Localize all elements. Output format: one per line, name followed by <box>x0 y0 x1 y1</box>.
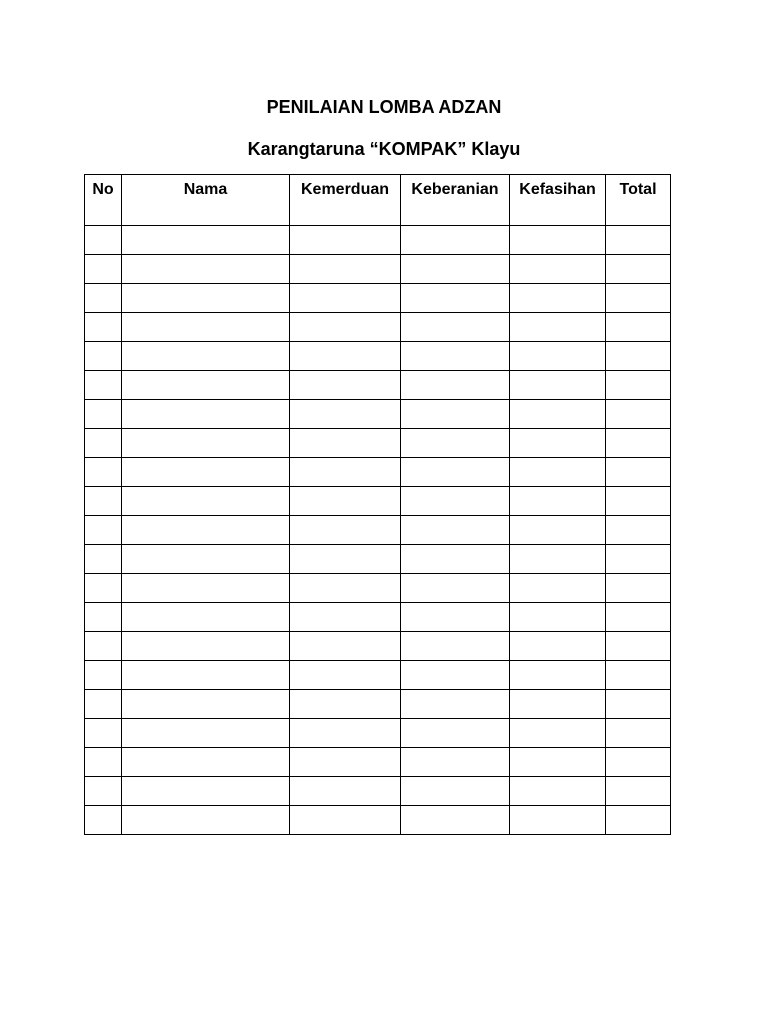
document-title: PENILAIAN LOMBA ADZAN <box>266 97 502 117</box>
cell-keberanian <box>401 603 510 632</box>
header-nama: Nama <box>122 175 290 226</box>
table-row <box>85 574 671 603</box>
table-row <box>85 342 671 371</box>
header-kefasihan: Kefasihan <box>510 175 606 226</box>
cell-no <box>85 777 122 806</box>
header-keberanian: Keberanian <box>401 175 510 226</box>
cell-nama <box>122 777 290 806</box>
table-row <box>85 400 671 429</box>
cell-total <box>606 400 671 429</box>
cell-kefasihan <box>510 226 606 255</box>
cell-kefasihan <box>510 371 606 400</box>
cell-kemerduan <box>290 661 401 690</box>
cell-keberanian <box>401 574 510 603</box>
cell-no <box>85 342 122 371</box>
cell-kemerduan <box>290 284 401 313</box>
cell-kefasihan <box>510 400 606 429</box>
cell-keberanian <box>401 661 510 690</box>
cell-kemerduan <box>290 719 401 748</box>
cell-kemerduan <box>290 429 401 458</box>
cell-kemerduan <box>290 545 401 574</box>
cell-no <box>85 458 122 487</box>
cell-total <box>606 661 671 690</box>
cell-kemerduan <box>290 371 401 400</box>
cell-keberanian <box>401 690 510 719</box>
cell-total <box>606 255 671 284</box>
table-row <box>85 603 671 632</box>
table-row <box>85 719 671 748</box>
cell-kefasihan <box>510 690 606 719</box>
cell-kefasihan <box>510 719 606 748</box>
cell-kefasihan <box>510 545 606 574</box>
cell-no <box>85 719 122 748</box>
score-table <box>84 174 671 835</box>
cell-total <box>606 284 671 313</box>
cell-no <box>85 661 122 690</box>
cell-total <box>606 574 671 603</box>
cell-kefasihan <box>510 574 606 603</box>
cell-nama <box>122 400 290 429</box>
cell-no <box>85 313 122 342</box>
cell-no <box>85 226 122 255</box>
cell-nama <box>122 342 290 371</box>
cell-no <box>85 255 122 284</box>
table-row <box>85 516 671 545</box>
cell-total <box>606 342 671 371</box>
document-subtitle: Karangtaruna “KOMPAK” Klayu <box>247 139 521 159</box>
table-row <box>85 313 671 342</box>
cell-total <box>606 748 671 777</box>
cell-no <box>85 284 122 313</box>
cell-kemerduan <box>290 400 401 429</box>
header-kemerduan: Kemerduan <box>290 175 401 226</box>
cell-no <box>85 574 122 603</box>
cell-no <box>85 690 122 719</box>
cell-nama <box>122 748 290 777</box>
cell-nama <box>122 226 290 255</box>
cell-keberanian <box>401 806 510 835</box>
cell-keberanian <box>401 632 510 661</box>
cell-total <box>606 545 671 574</box>
cell-kefasihan <box>510 806 606 835</box>
table-row <box>85 226 671 255</box>
table-row <box>85 545 671 574</box>
cell-kemerduan <box>290 806 401 835</box>
cell-no <box>85 400 122 429</box>
table-row <box>85 690 671 719</box>
cell-keberanian <box>401 313 510 342</box>
cell-keberanian <box>401 458 510 487</box>
cell-kemerduan <box>290 690 401 719</box>
cell-kemerduan <box>290 516 401 545</box>
cell-nama <box>122 632 290 661</box>
cell-nama <box>122 371 290 400</box>
cell-kefasihan <box>510 777 606 806</box>
cell-nama <box>122 661 290 690</box>
cell-no <box>85 806 122 835</box>
cell-keberanian <box>401 429 510 458</box>
cell-kemerduan <box>290 632 401 661</box>
cell-kemerduan <box>290 487 401 516</box>
cell-no <box>85 545 122 574</box>
cell-total <box>606 429 671 458</box>
cell-kemerduan <box>290 777 401 806</box>
cell-nama <box>122 603 290 632</box>
cell-total <box>606 313 671 342</box>
cell-total <box>606 458 671 487</box>
cell-keberanian <box>401 400 510 429</box>
table-row <box>85 284 671 313</box>
cell-total <box>606 226 671 255</box>
cell-keberanian <box>401 487 510 516</box>
cell-keberanian <box>401 284 510 313</box>
cell-kefasihan <box>510 516 606 545</box>
cell-kemerduan <box>290 313 401 342</box>
cell-nama <box>122 806 290 835</box>
cell-nama <box>122 516 290 545</box>
cell-kemerduan <box>290 226 401 255</box>
cell-no <box>85 603 122 632</box>
table-row <box>85 371 671 400</box>
cell-total <box>606 632 671 661</box>
cell-nama <box>122 545 290 574</box>
cell-keberanian <box>401 777 510 806</box>
cell-total <box>606 777 671 806</box>
table-row <box>85 748 671 777</box>
cell-nama <box>122 429 290 458</box>
cell-kemerduan <box>290 748 401 777</box>
table-body <box>85 226 671 835</box>
cell-keberanian <box>401 516 510 545</box>
cell-no <box>85 371 122 400</box>
cell-kemerduan <box>290 342 401 371</box>
cell-nama <box>122 719 290 748</box>
header-no: No <box>85 175 122 226</box>
cell-kefasihan <box>510 284 606 313</box>
table-row <box>85 458 671 487</box>
header-total: Total <box>606 175 671 226</box>
table-row <box>85 632 671 661</box>
cell-total <box>606 603 671 632</box>
cell-total <box>606 806 671 835</box>
cell-kefasihan <box>510 342 606 371</box>
cell-kefasihan <box>510 313 606 342</box>
cell-nama <box>122 690 290 719</box>
cell-kefasihan <box>510 429 606 458</box>
cell-nama <box>122 458 290 487</box>
cell-keberanian <box>401 255 510 284</box>
cell-kemerduan <box>290 255 401 284</box>
cell-keberanian <box>401 371 510 400</box>
cell-no <box>85 748 122 777</box>
cell-keberanian <box>401 545 510 574</box>
cell-kemerduan <box>290 603 401 632</box>
cell-total <box>606 516 671 545</box>
cell-no <box>85 487 122 516</box>
cell-total <box>606 690 671 719</box>
cell-kefasihan <box>510 632 606 661</box>
cell-kemerduan <box>290 574 401 603</box>
cell-kefasihan <box>510 255 606 284</box>
cell-total <box>606 487 671 516</box>
cell-kefasihan <box>510 603 606 632</box>
cell-keberanian <box>401 342 510 371</box>
table-row <box>85 777 671 806</box>
cell-kefasihan <box>510 458 606 487</box>
table-row <box>85 255 671 284</box>
table-row <box>85 661 671 690</box>
cell-nama <box>122 313 290 342</box>
cell-no <box>85 632 122 661</box>
cell-kefasihan <box>510 487 606 516</box>
cell-total <box>606 371 671 400</box>
cell-nama <box>122 574 290 603</box>
cell-keberanian <box>401 748 510 777</box>
cell-kefasihan <box>510 661 606 690</box>
cell-total <box>606 719 671 748</box>
table-row <box>85 806 671 835</box>
table-row <box>85 487 671 516</box>
header-row <box>85 175 671 226</box>
cell-keberanian <box>401 719 510 748</box>
cell-nama <box>122 284 290 313</box>
cell-kemerduan <box>290 458 401 487</box>
table-row <box>85 429 671 458</box>
cell-kefasihan <box>510 748 606 777</box>
cell-no <box>85 429 122 458</box>
cell-no <box>85 516 122 545</box>
cell-nama <box>122 487 290 516</box>
cell-keberanian <box>401 226 510 255</box>
cell-nama <box>122 255 290 284</box>
